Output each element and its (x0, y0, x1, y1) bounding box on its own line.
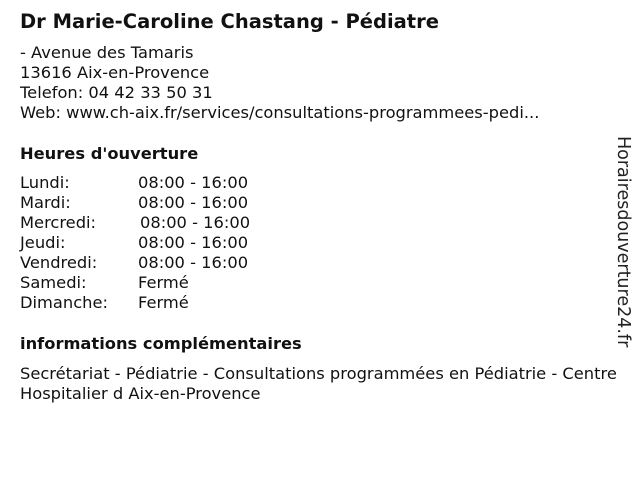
watermark-text: Horairesdouverture24.fr (613, 136, 633, 348)
phone-number[interactable]: Telefon: 04 42 33 50 31 (20, 83, 213, 102)
hours-heading: Heures d'ouverture (20, 144, 199, 163)
address-street: - Avenue des Tamaris (20, 43, 194, 62)
hours-table (20, 173, 320, 313)
info-heading: informations complémentaires (20, 334, 302, 353)
hours-row-monday (20, 173, 320, 193)
hours-day: Samedi: (20, 273, 87, 292)
address-block (20, 43, 539, 123)
hours-time: 08:00 - 16:00 (138, 253, 249, 272)
hours-row-sunday (20, 293, 320, 313)
hours-time: 08:00 - 16:00 (140, 213, 251, 232)
hours-time: 08:00 - 16:00 (138, 173, 249, 192)
hours-day: Lundi: (20, 173, 70, 192)
hours-day: Mardi: (20, 193, 71, 212)
hours-day: Mercredi: (20, 213, 97, 232)
hours-day: Vendredi: (20, 253, 98, 272)
hours-time: Fermé (138, 293, 189, 312)
website-link[interactable]: Web: www.ch-aix.fr/services/consultations-programmees-pedi... (20, 103, 540, 122)
hours-row-wednesday (20, 213, 320, 233)
hours-row-saturday (20, 273, 320, 293)
info-text: Secrétariat - Pédiatrie - Consultations programmées en Pédiatrie - Centre Hospitalier d Aix-en-Provence (20, 364, 617, 403)
page-title: Dr Marie-Caroline Chastang - Pédiatre (20, 10, 439, 33)
hours-time: 08:00 - 16:00 (138, 233, 249, 252)
hours-row-tuesday (20, 193, 320, 213)
hours-time: 08:00 - 16:00 (138, 193, 249, 212)
hours-row-thursday (20, 233, 320, 253)
hours-day: Dimanche: (20, 293, 108, 312)
hours-time: Fermé (138, 273, 189, 292)
hours-row-friday (20, 253, 320, 273)
address-city: 13616 Aix-en-Provence (20, 63, 210, 82)
hours-day: Jeudi: (20, 233, 66, 252)
